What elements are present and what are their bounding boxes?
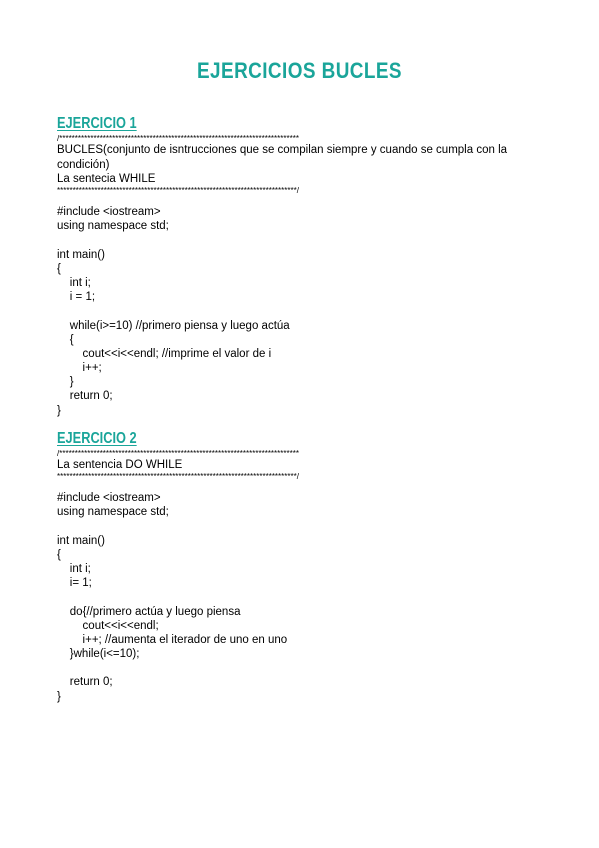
- code-line: i = 1;: [57, 291, 96, 304]
- comment-close-line: *****************************************************************************/: [57, 472, 299, 482]
- code-line: return 0;: [57, 676, 113, 689]
- exercise-1-heading: EJERCICIO 1: [57, 115, 137, 132]
- code-line: [57, 304, 537, 318]
- comment-open-line: /*****************************************************************************: [57, 134, 299, 143]
- code-line: using namespace std;: [57, 220, 169, 233]
- code-line: }: [57, 376, 74, 389]
- code-line: cout<<i<<endl;: [57, 619, 159, 632]
- code-line: {: [57, 333, 74, 346]
- code-line: {: [57, 548, 61, 561]
- code-line: [57, 519, 537, 533]
- exercise-1-header-comment: [57, 134, 537, 195]
- code-line: using namespace std;: [57, 506, 169, 519]
- code-line: {: [57, 262, 61, 275]
- exercise-1-description: BUCLES(conjunto de isntrucciones que se compilan siempre y cuando se cumpla con la condición): [57, 144, 508, 171]
- code-line: return 0;: [57, 390, 113, 403]
- exercise-2-subtitle: La sentencia DO WHILE: [57, 459, 183, 471]
- exercise-2-header-comment: [57, 449, 537, 481]
- comment-close-line: *****************************************************************************/: [57, 186, 299, 196]
- document-title: EJERCICIOS BUCLES: [197, 58, 402, 83]
- code-line: [57, 590, 537, 604]
- code-line: int i;: [57, 276, 91, 289]
- comment-open-line: /*****************************************************************************: [57, 449, 299, 458]
- code-line: #include <iostream>: [57, 492, 161, 504]
- exercise-2-code: [57, 491, 537, 704]
- code-line: i++; //aumenta el iterador de uno en uno: [57, 633, 288, 646]
- code-line: i++;: [57, 362, 102, 375]
- code-line: cout<<i<<endl; //imprime el valor de i: [57, 347, 272, 360]
- code-line: int i;: [57, 562, 91, 575]
- exercise-1-code: [57, 205, 537, 418]
- code-line: int main(): [57, 534, 105, 547]
- code-line: #include <iostream>: [57, 206, 161, 218]
- code-line: }: [57, 404, 61, 417]
- code-line: do{//primero actúa y luego piensa: [57, 605, 241, 618]
- code-line: }while(i<=10);: [57, 648, 140, 661]
- code-line: [57, 233, 537, 247]
- exercise-2-heading: EJERCICIO 2: [57, 430, 137, 447]
- code-line: i= 1;: [57, 577, 92, 590]
- code-line: }: [57, 690, 61, 703]
- code-line: int main(): [57, 248, 105, 261]
- code-line: while(i>=10) //primero piensa y luego actúa: [57, 319, 290, 332]
- exercise-1-subtitle: La sentecia WHILE: [57, 173, 156, 185]
- code-line: [57, 661, 537, 675]
